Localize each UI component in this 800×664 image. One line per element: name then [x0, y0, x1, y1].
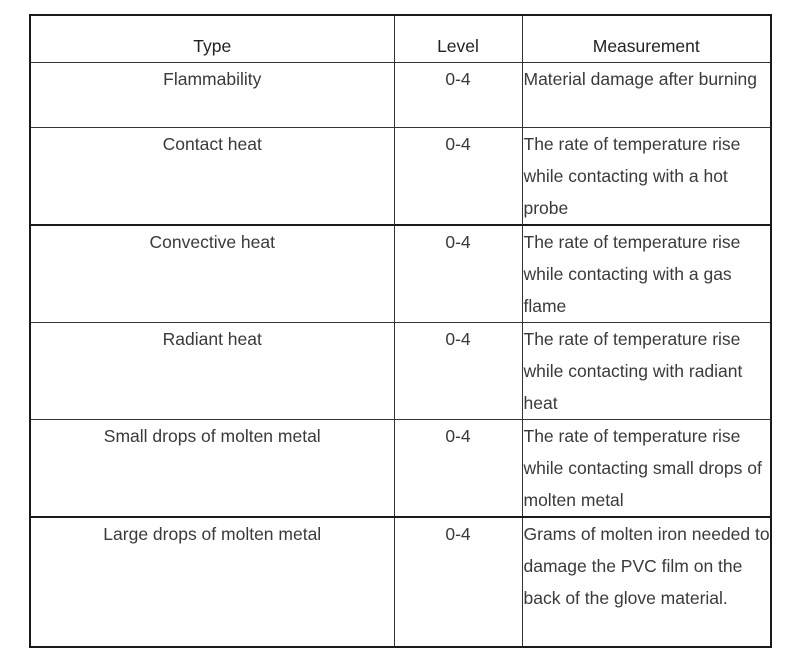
level-cell: 0-4: [394, 63, 522, 128]
table-row: [30, 128, 771, 226]
type-cell: Contact heat: [30, 128, 394, 226]
table-header-row: [30, 15, 771, 63]
type-cell: Large drops of molten metal: [30, 517, 394, 647]
column-header-measurement: Measurement: [522, 15, 771, 63]
measurement-cell: Material damage after burning: [522, 63, 771, 128]
column-header-level: Level: [394, 15, 522, 63]
table-row: [30, 517, 771, 647]
level-cell: 0-4: [394, 225, 522, 323]
level-cell: 0-4: [394, 128, 522, 226]
column-header-type: Type: [30, 15, 394, 63]
type-cell: Small drops of molten metal: [30, 420, 394, 518]
type-cell: Convective heat: [30, 225, 394, 323]
measurement-cell: The rate of temperature rise while contacting with radiant heat: [522, 323, 771, 420]
measurement-cell: The rate of temperature rise while contacting with a hot probe: [522, 128, 771, 226]
measurement-cell: Grams of molten iron needed to damage the PVC film on the back of the glove material.: [522, 517, 771, 647]
measurement-cell: The rate of temperature rise while contacting with a gas flame: [522, 225, 771, 323]
level-cell: 0-4: [394, 420, 522, 518]
table-row: [30, 225, 771, 323]
type-cell: Flammability: [30, 63, 394, 128]
measurement-cell: The rate of temperature rise while contacting small drops of molten metal: [522, 420, 771, 518]
level-cell: 0-4: [394, 517, 522, 647]
table-row: [30, 420, 771, 518]
table-row: [30, 63, 771, 128]
data-table: [29, 14, 772, 648]
level-cell: 0-4: [394, 323, 522, 420]
table-row: [30, 323, 771, 420]
table-container: [29, 14, 770, 648]
type-cell: Radiant heat: [30, 323, 394, 420]
